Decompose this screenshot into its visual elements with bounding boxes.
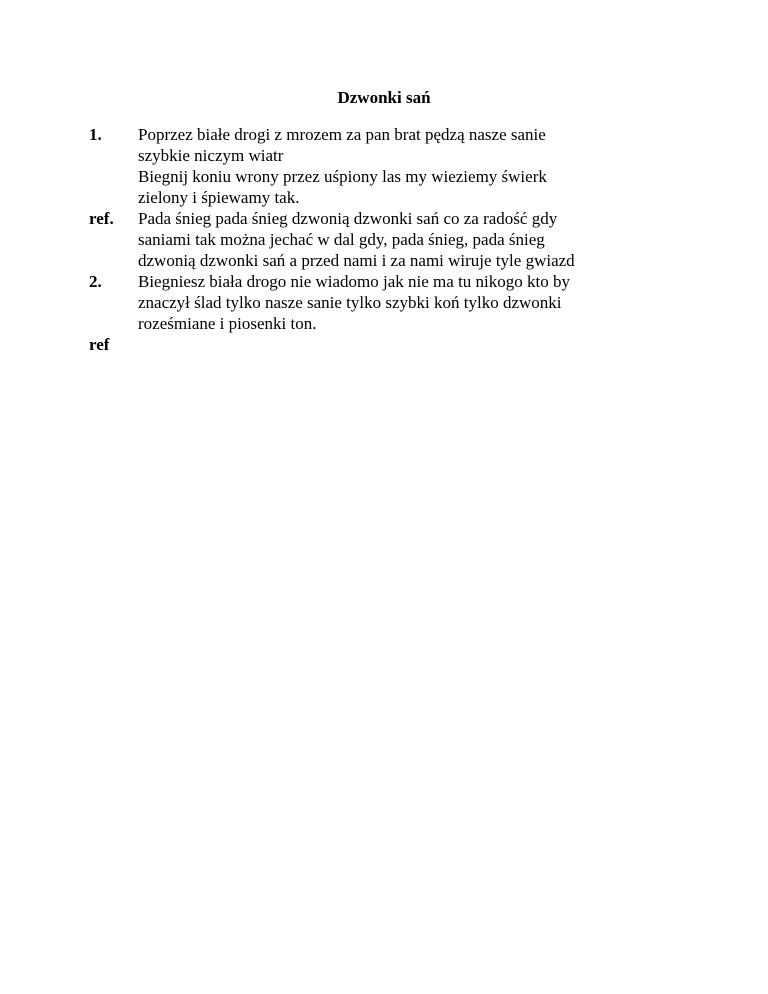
lyric-line: zielony i śpiewamy tak. bbox=[138, 188, 300, 207]
stanza-marker: 1. bbox=[89, 125, 102, 144]
stanza-refrain-repeat bbox=[89, 334, 689, 355]
stanza-text bbox=[138, 124, 689, 208]
stanza-2 bbox=[89, 271, 689, 334]
lyric-line: Poprzez białe drogi z mrozem za pan brat pędzą nasze sanie bbox=[138, 125, 546, 144]
lyric-line: Biegnij koniu wrony przez uśpiony las my wieziemy świerk bbox=[138, 167, 547, 186]
lyric-line: szybkie niczym wiatr bbox=[138, 146, 284, 165]
stanza-1 bbox=[89, 124, 689, 208]
song-title: Dzwonki sań bbox=[337, 88, 431, 107]
song-lyrics bbox=[89, 124, 689, 355]
lyric-line: roześmiane i piosenki ton. bbox=[138, 314, 317, 333]
lyric-line: dzwonią dzwonki sań a przed nami i za nami wiruje tyle gwiazd bbox=[138, 251, 575, 270]
stanza-marker: ref. bbox=[89, 209, 114, 228]
lyric-line: znaczył ślad tylko nasze sanie tylko szybki koń tylko dzwonki bbox=[138, 293, 562, 312]
stanza-refrain bbox=[89, 208, 689, 271]
lyric-line: Pada śnieg pada śnieg dzwonią dzwonki sań co za radość gdy bbox=[138, 209, 558, 228]
stanza-marker: ref bbox=[89, 335, 110, 354]
lyric-line: Biegniesz biała drogo nie wiadomo jak nie ma tu nikogo kto by bbox=[138, 272, 570, 291]
stanza-marker: 2. bbox=[89, 272, 102, 291]
stanza-text bbox=[138, 271, 689, 334]
lyric-line: saniami tak można jechać w dal gdy, pada śnieg, pada śnieg bbox=[138, 230, 545, 249]
stanza-text bbox=[138, 208, 689, 271]
